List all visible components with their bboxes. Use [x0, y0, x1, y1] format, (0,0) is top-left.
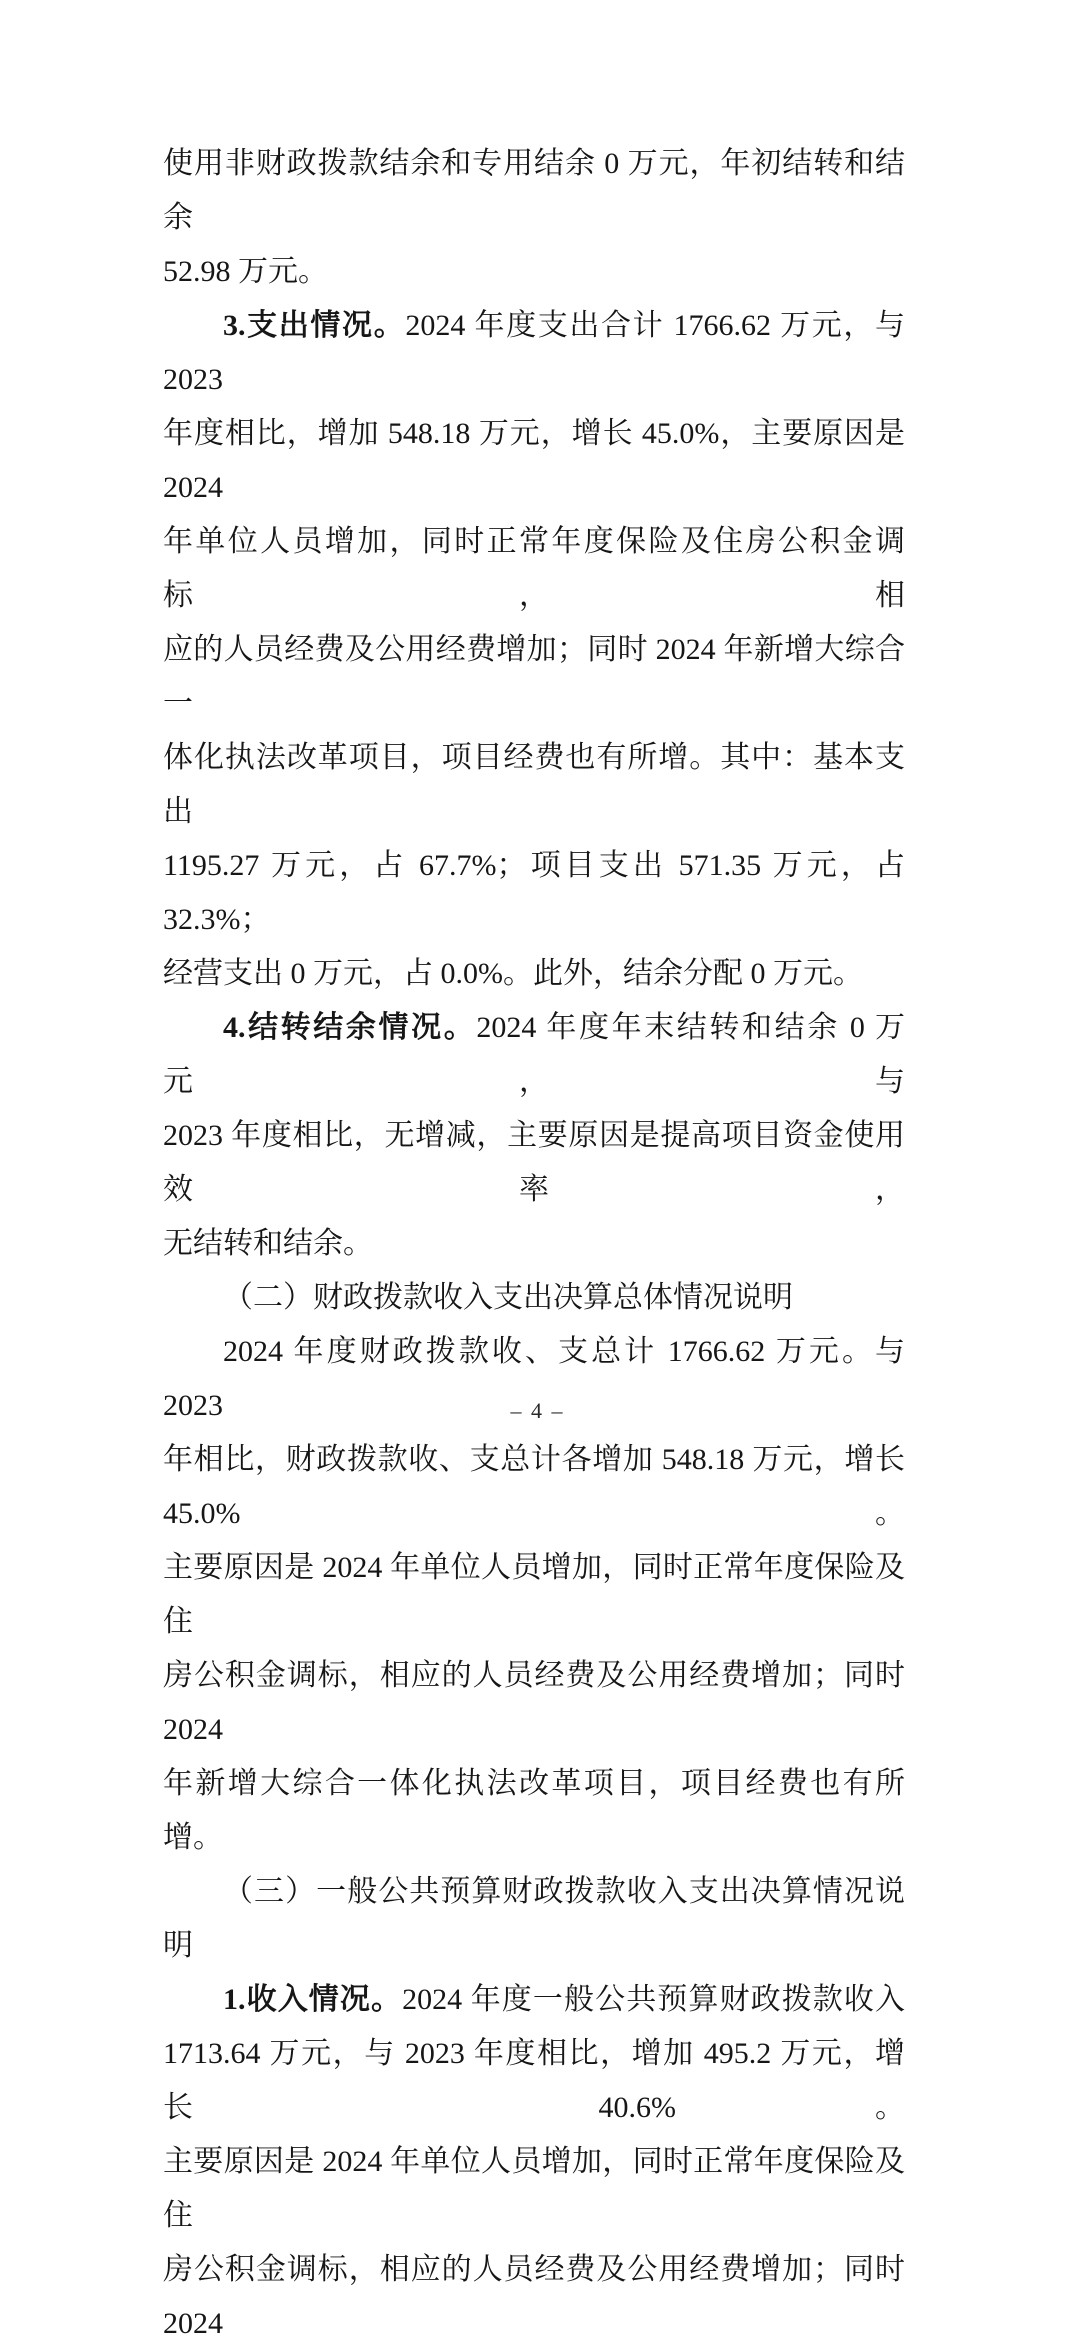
text-run: 2024 年度一般公共预算财政拨款收入 — [402, 1983, 906, 2016]
text-line — [163, 623, 905, 731]
text-line — [163, 1973, 905, 2027]
text-run: 房公积金调标，相应的人员经费及公用经费增加；同时 2024 — [163, 1659, 905, 1746]
text-run: 2024 年度支出合计 1766.62 万元，与 2023 — [163, 309, 906, 396]
text-line — [163, 2027, 905, 2135]
text-line — [163, 515, 905, 623]
text-line — [163, 1541, 905, 1649]
text-run: 年相比，财政拨款收、支总计各增加 548.18 万元，增长 45.0%。 — [163, 1443, 905, 1530]
text-run: 无结转和结余。 — [163, 1227, 373, 1260]
document-body — [163, 137, 905, 2351]
page-number: – 4 – — [510, 1398, 565, 1423]
text-run: 使用非财政拨款结余和专用结余 0 万元，年初结转和结余 — [163, 147, 905, 234]
text-line — [163, 1217, 905, 1271]
text-run: 年新增大综合一体化执法改革项目，项目经费也有所增。 — [163, 1767, 905, 1854]
text-line — [163, 1433, 905, 1541]
text-run: 52.98 万元。 — [163, 255, 328, 288]
text-line — [163, 245, 905, 299]
text-run: 主要原因是 2024 年单位人员增加，同时正常年度保险及住 — [163, 2145, 905, 2232]
text-run: 应的人员经费及公用经费增加；同时 2024 年新增大综合一 — [163, 633, 905, 720]
text-line — [163, 1757, 905, 1865]
text-line — [163, 947, 905, 1001]
text-line — [163, 1865, 905, 1973]
text-line — [163, 1649, 905, 1757]
text-run: 2024 年度财政拨款收、支总计 1766.62 万元。与 2023 — [163, 1335, 905, 1422]
text-line — [163, 839, 905, 947]
text-run: 2024 年度年末结转和结余 0 万元，与 — [163, 1011, 906, 1098]
text-line — [163, 299, 905, 407]
text-line — [163, 2243, 905, 2351]
text-run: 1713.64 万元，与 2023 年度相比，增加 495.2 万元，增长 40.6%。 — [163, 2037, 905, 2124]
text-line — [163, 1271, 905, 1325]
text-run: 主要原因是 2024 年单位人员增加，同时正常年度保险及住 — [163, 1551, 905, 1638]
text-run: 1195.27 万元，占 67.7%；项目支出 571.35 万元，占 32.3%； — [163, 849, 905, 936]
text-run: 2023 年度相比，无增减，主要原因是提高项目资金使用效率， — [163, 1119, 905, 1206]
text-run: 房公积金调标，相应的人员经费及公用经费增加；同时 2024 — [163, 2253, 905, 2340]
bold-run: 1.收入情况。 — [223, 1983, 403, 2016]
text-line — [163, 1109, 905, 1217]
text-run: （二）财政拨款收入支出决算总体情况说明 — [223, 1281, 793, 1314]
text-line — [163, 137, 905, 245]
text-run: 年单位人员增加，同时正常年度保险及住房公积金调标，相 — [163, 525, 905, 612]
text-run: （三）一般公共预算财政拨款收入支出决算情况说明 — [163, 1875, 905, 1962]
text-line — [163, 2135, 905, 2243]
text-line — [163, 1001, 905, 1109]
bold-run: 4.结转结余情况。 — [223, 1011, 477, 1044]
text-run: 年度相比，增加 548.18 万元，增长 45.0%，主要原因是 2024 — [163, 417, 905, 504]
bold-run: 3.支出情况。 — [223, 309, 406, 342]
text-line — [163, 731, 905, 839]
text-run: 经营支出 0 万元，占 0.0%。此外，结余分配 0 万元。 — [163, 957, 863, 990]
text-run: 体化执法改革项目，项目经费也有所增。其中：基本支出 — [163, 741, 905, 828]
text-line — [163, 407, 905, 515]
